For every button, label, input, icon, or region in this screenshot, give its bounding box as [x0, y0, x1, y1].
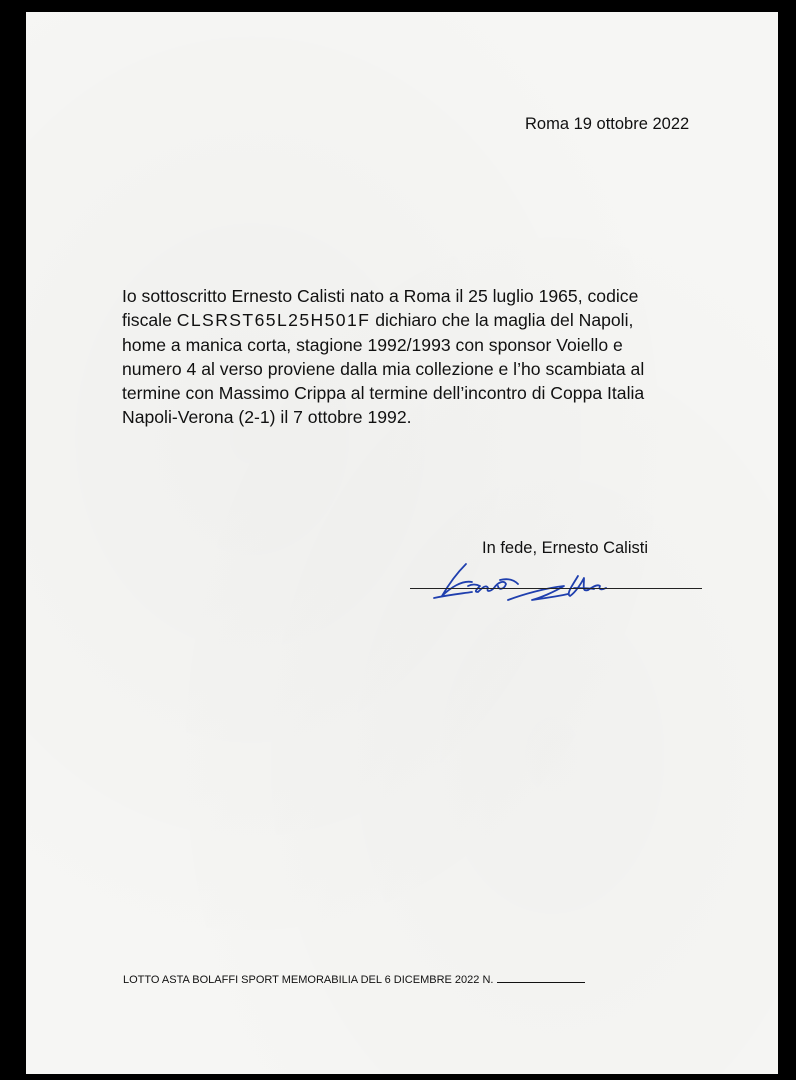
declaration-line: Napoli-Verona (2-1) il 7 ottobre 1992.: [122, 407, 412, 428]
footer-text: LOTTO ASTA BOLAFFI SPORT MEMORABILIA DEL 6 DICEMBRE 2022 N.: [123, 974, 494, 986]
footer-lot-line: [123, 974, 585, 986]
declaration-text: [122, 284, 762, 430]
declaration-line: dichiaro che la maglia del Napoli,: [375, 310, 634, 331]
declaration-line: home a manica corta, stagione 1992/1993 con sponsor Voiello e: [122, 334, 623, 355]
declaration-line: numero 4 al verso proviene dalla mia collezione e l’ho scambiata al: [122, 358, 645, 379]
declaration-line: termine con Massimo Crippa al termine dell’incontro di Coppa Italia: [122, 383, 645, 404]
signature-line: [410, 588, 702, 589]
lot-number-blank: [497, 982, 585, 983]
document-page: [26, 12, 778, 1074]
fiscale-label: fiscale: [122, 310, 172, 331]
declaration-line: Io sottoscritto Ernesto Calisti nato a Roma il 25 luglio 1965, codice: [122, 286, 639, 306]
declaration-line-fiscal: [122, 308, 762, 332]
closing-text: In fede, Ernesto Calisti: [482, 539, 648, 557]
document-date: Roma 19 ottobre 2022: [525, 115, 690, 133]
codice-fiscale: CLSRST65L25H501F: [176, 310, 371, 331]
handwritten-signature: [428, 558, 628, 606]
